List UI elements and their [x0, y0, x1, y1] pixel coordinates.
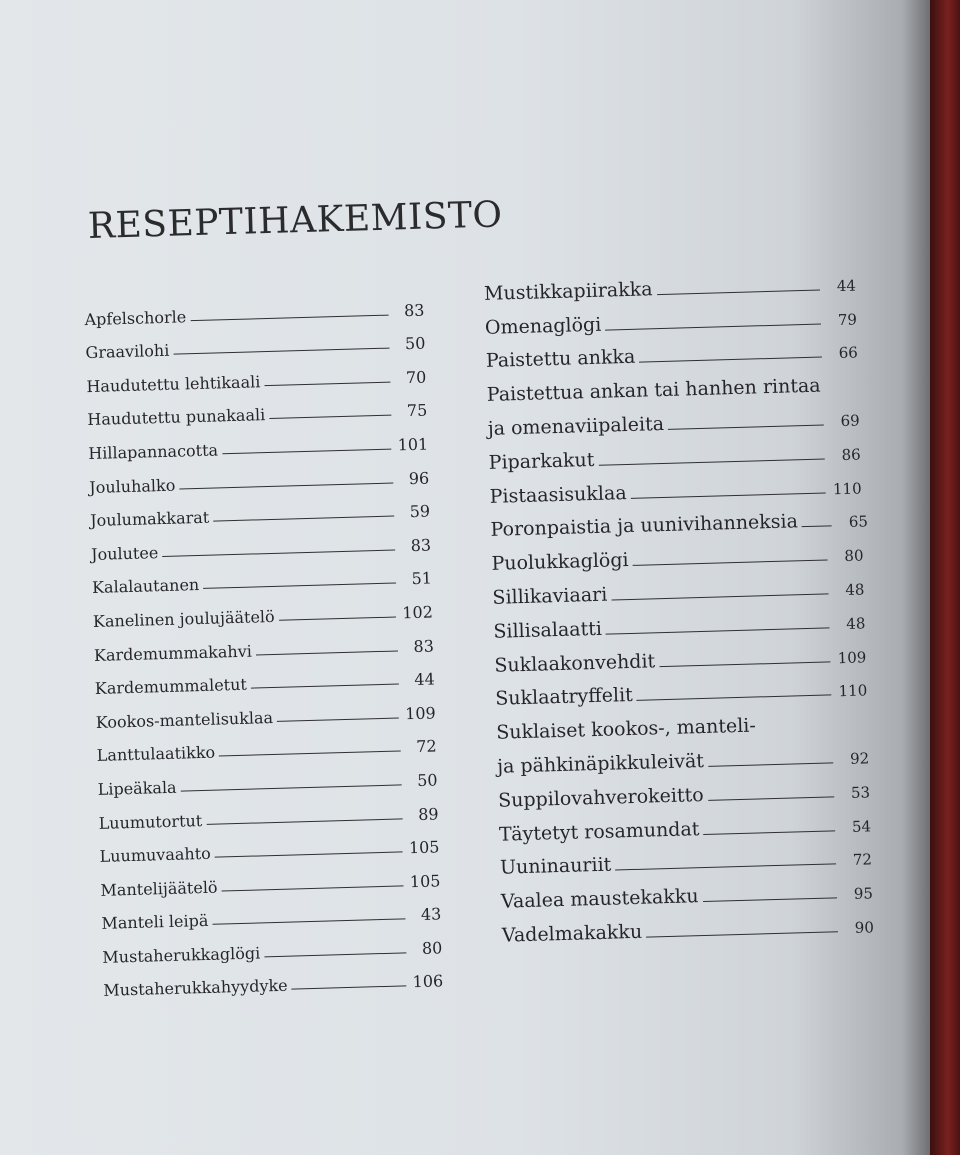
- recipe-name: Suklaiset kookos-, manteli-: [495, 714, 757, 744]
- page-number: 50: [416, 770, 438, 790]
- leader-line: [222, 449, 392, 455]
- leader-line: [264, 952, 406, 957]
- page-number: 54: [851, 816, 872, 836]
- recipe-name: Kalalautanen: [91, 575, 200, 598]
- recipe-name: Jouluhalko: [89, 475, 176, 497]
- recipe-name: Mustikkapiirakka: [483, 278, 653, 305]
- page-number: 69: [840, 411, 860, 431]
- leader-line: [657, 289, 820, 295]
- leader-line: [251, 684, 399, 689]
- recipe-name: Manteli leipä: [101, 911, 209, 934]
- recipe-name: Haudutettu lehtikaali: [86, 372, 261, 396]
- leader-line: [633, 560, 828, 566]
- recipe-name: Mustaherukkaglögi: [102, 943, 261, 967]
- leader-line: [704, 830, 836, 835]
- page-number: 86: [841, 445, 861, 464]
- recipe-name: Sillisalaatti: [493, 617, 603, 643]
- page-title: RESEPTIHAKEMISTO: [87, 194, 504, 247]
- recipe-name: Puolukkaglögi: [491, 549, 629, 576]
- recipe-name: Piparkakut: [488, 448, 595, 474]
- recipe-name: Apfelschorle: [84, 306, 187, 329]
- page-number: 105: [408, 837, 440, 858]
- page-number: 66: [838, 343, 859, 363]
- recipe-name: Graavilohi: [85, 340, 170, 363]
- leader-line: [277, 717, 399, 721]
- leader-line: [639, 357, 822, 363]
- page-number: 53: [850, 783, 871, 802]
- page-number: 72: [416, 736, 437, 757]
- leader-line: [203, 583, 396, 589]
- page-number: 48: [846, 614, 866, 633]
- page-number: 92: [849, 749, 870, 768]
- recipe-name: Paistettu ankka: [485, 346, 636, 373]
- page-number: 105: [409, 871, 441, 891]
- page-number: 48: [845, 580, 865, 599]
- recipe-name: Joulutee: [90, 542, 159, 564]
- leader-line: [292, 986, 407, 990]
- leader-line: [802, 526, 832, 528]
- recipe-name: Kanelinen joulujäätelö: [92, 606, 275, 631]
- page-number: 51: [411, 568, 433, 589]
- page-number: 110: [838, 681, 868, 701]
- recipe-name-continuation: ja omenaviipaleita: [487, 412, 665, 440]
- right-index-column: [483, 261, 874, 947]
- recipe-name: Kardemummaletut: [94, 674, 248, 699]
- leader-line: [708, 796, 834, 801]
- recipe-name: Suklaatryffelit: [495, 684, 634, 711]
- leader-line: [631, 492, 826, 498]
- leader-line: [668, 424, 824, 429]
- page-number: 59: [409, 501, 431, 522]
- leader-line: [279, 616, 397, 620]
- recipe-name: Haudutettu punakaali: [87, 405, 266, 430]
- spacer: [825, 391, 855, 392]
- leader-line: [264, 381, 390, 386]
- page-number: 75: [406, 400, 428, 421]
- page-number: 83: [413, 636, 435, 656]
- recipe-name: Vadelmakakku: [501, 920, 643, 947]
- recipe-name: Mustaherukkahyydyke: [103, 976, 288, 1001]
- leader-line: [659, 661, 830, 667]
- recipe-name-continuation: ja pähkinäpikkuleivät: [496, 749, 705, 778]
- recipe-name: Luumuvaahto: [99, 843, 212, 866]
- page-number: 96: [408, 468, 430, 488]
- page-number: 83: [403, 300, 425, 320]
- recipe-name: Sillikaviaari: [492, 583, 608, 609]
- page-number: 44: [414, 669, 436, 690]
- page-number: 72: [852, 850, 873, 870]
- leader-line: [703, 897, 837, 902]
- recipe-name: Joulumakkarat: [89, 507, 210, 531]
- spacer: [760, 729, 862, 732]
- page-number: 43: [420, 904, 442, 925]
- page-number: 101: [397, 434, 429, 455]
- recipe-name: Paistettua ankan tai hanhen rintaa: [486, 374, 821, 407]
- page-number: 95: [853, 884, 874, 903]
- page-number: 80: [421, 938, 443, 958]
- leader-line: [637, 695, 831, 701]
- leader-line: [222, 885, 404, 891]
- left-index-column: [84, 286, 444, 1001]
- leader-line: [212, 919, 405, 925]
- recipe-name: Pistaasisuklaa: [489, 481, 627, 508]
- recipe-name: Mantelijäätelö: [100, 877, 218, 900]
- leader-line: [646, 931, 838, 937]
- page-number: 90: [854, 918, 875, 937]
- page-number: 65: [848, 512, 869, 532]
- leader-line: [708, 762, 833, 766]
- recipe-name: Kardemummakahvi: [93, 641, 253, 665]
- page-number: 109: [404, 703, 436, 724]
- page-number: 44: [836, 276, 857, 295]
- recipe-name: Poronpaistia ja uunivihanneksia: [490, 510, 799, 542]
- recipe-name: Hillapannacotta: [88, 440, 219, 464]
- leader-line: [213, 516, 394, 522]
- recipe-name: Lipeäkala: [97, 777, 177, 799]
- page-number: 106: [412, 971, 444, 992]
- leader-line: [206, 818, 402, 824]
- leader-line: [190, 314, 388, 321]
- page-number: 79: [837, 310, 858, 329]
- page-number: 89: [417, 803, 439, 824]
- leader-line: [269, 415, 391, 419]
- page-number: 83: [410, 535, 432, 555]
- recipe-name: Täytetyt rosamundat: [498, 817, 700, 846]
- page-number: 50: [404, 333, 426, 354]
- leader-line: [215, 852, 403, 858]
- recipe-name: Vaalea maustekakku: [500, 885, 699, 913]
- page-number: 102: [402, 602, 434, 623]
- recipe-name: Suppilovahverokeitto: [497, 783, 704, 812]
- leader-line: [219, 751, 401, 757]
- recipe-name: Suklaakonvehdit: [494, 649, 656, 677]
- leader-line: [256, 650, 398, 655]
- recipe-name: Luumutortut: [98, 810, 203, 833]
- page-number: 80: [844, 546, 864, 566]
- recipe-name: Omenaglögi: [484, 313, 602, 339]
- recipe-name: Lanttulaatikko: [96, 742, 216, 766]
- recipe-name: Kookos-mantelisuklaa: [95, 707, 274, 732]
- page-number: 70: [405, 367, 427, 387]
- page-number: 109: [837, 647, 867, 667]
- page-number: 110: [832, 479, 862, 498]
- book-spine: [930, 0, 960, 1155]
- recipe-name: Uuninauriit: [499, 853, 612, 880]
